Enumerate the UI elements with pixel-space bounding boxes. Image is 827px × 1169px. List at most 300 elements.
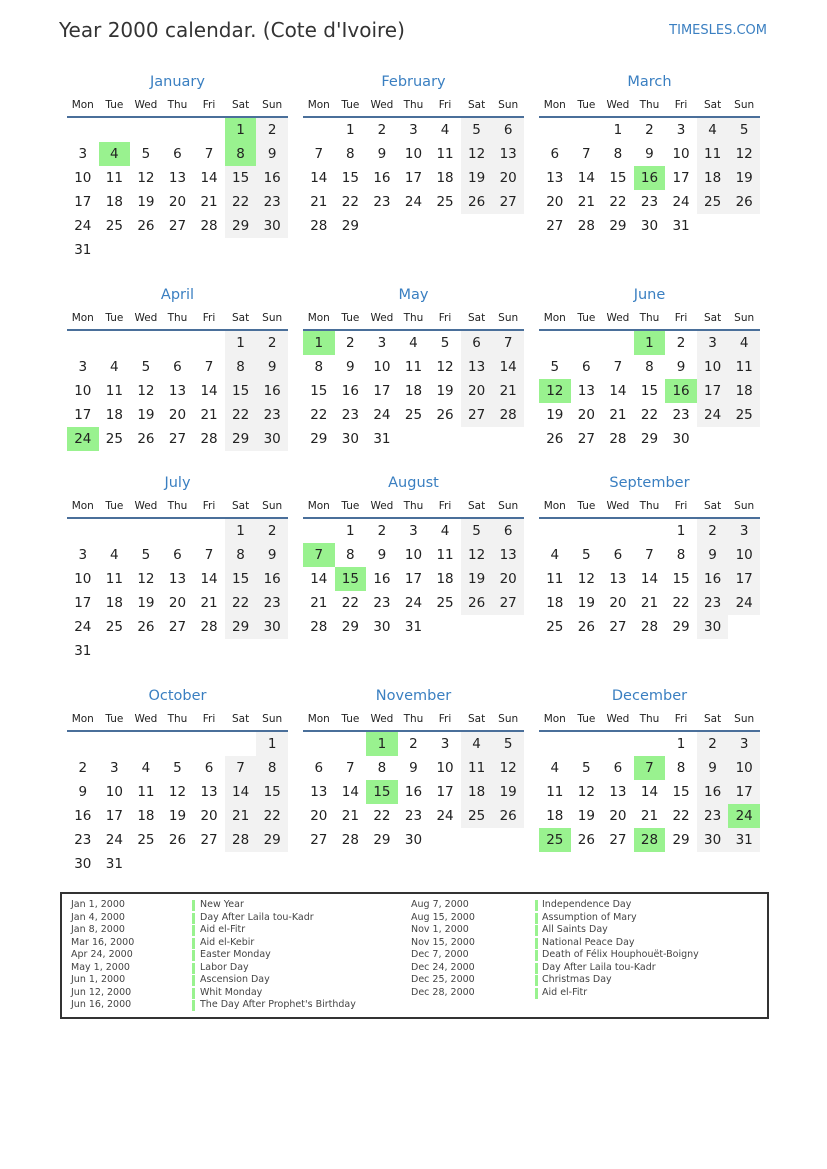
holiday-day-cell[interactable]: 1: [225, 118, 257, 142]
day-cell[interactable]: 14: [577, 170, 595, 186]
day-cell[interactable]: 12: [461, 543, 493, 567]
day-cell[interactable]: 8: [225, 355, 257, 379]
day-cell[interactable]: 11: [436, 547, 454, 563]
day-cell[interactable]: 23: [640, 194, 659, 210]
day-cell[interactable]: 1: [256, 732, 288, 756]
day-cell[interactable]: 24: [404, 194, 423, 210]
day-cell[interactable]: 12: [728, 142, 760, 166]
day-cell[interactable]: 14: [200, 383, 218, 399]
day-cell[interactable]: 3: [697, 331, 729, 355]
day-cell[interactable]: 30: [373, 619, 391, 635]
day-cell[interactable]: 2: [377, 122, 387, 138]
day-cell[interactable]: 25: [461, 804, 493, 828]
day-cell[interactable]: 22: [640, 407, 659, 423]
day-cell[interactable]: 13: [609, 571, 627, 587]
day-cell[interactable]: 3: [377, 335, 387, 351]
day-cell[interactable]: 6: [492, 118, 524, 142]
brand-link[interactable]: TIMESLES.COM: [669, 23, 767, 38]
day-cell[interactable]: 15: [256, 780, 288, 804]
day-cell[interactable]: 30: [697, 828, 729, 852]
day-cell[interactable]: 28: [341, 832, 359, 848]
day-cell[interactable]: 28: [200, 218, 218, 234]
day-cell[interactable]: 3: [78, 547, 88, 563]
day-cell[interactable]: 2: [645, 122, 654, 138]
day-cell[interactable]: 26: [546, 431, 564, 447]
day-cell[interactable]: 16: [256, 567, 288, 591]
day-cell[interactable]: 26: [461, 190, 493, 214]
day-cell[interactable]: 9: [697, 756, 729, 780]
day-cell[interactable]: 6: [613, 547, 623, 563]
day-cell[interactable]: 20: [577, 407, 595, 423]
day-cell[interactable]: 28: [640, 619, 659, 635]
day-cell[interactable]: 3: [728, 519, 760, 543]
day-cell[interactable]: 7: [225, 756, 257, 780]
day-cell[interactable]: 18: [436, 170, 454, 186]
day-cell[interactable]: 26: [461, 591, 493, 615]
day-cell[interactable]: 12: [137, 571, 155, 587]
day-cell[interactable]: 9: [377, 146, 387, 162]
day-cell[interactable]: 12: [577, 784, 595, 800]
day-cell[interactable]: 24: [672, 194, 690, 210]
day-cell[interactable]: 22: [225, 403, 257, 427]
holiday-day-cell[interactable]: 15: [335, 567, 367, 591]
day-cell[interactable]: 31: [728, 828, 760, 852]
holiday-day-cell[interactable]: 25: [539, 828, 571, 852]
day-cell[interactable]: 31: [74, 242, 92, 258]
day-cell[interactable]: 3: [676, 122, 686, 138]
day-cell[interactable]: 12: [137, 383, 155, 399]
day-cell[interactable]: 27: [492, 591, 524, 615]
day-cell[interactable]: 5: [550, 359, 560, 375]
day-cell[interactable]: 2: [256, 331, 288, 355]
day-cell[interactable]: 26: [436, 407, 454, 423]
day-cell[interactable]: 30: [640, 218, 659, 234]
day-cell[interactable]: 9: [697, 543, 729, 567]
day-cell[interactable]: 14: [310, 170, 328, 186]
day-cell[interactable]: 14: [310, 571, 328, 587]
day-cell[interactable]: 18: [697, 166, 729, 190]
day-cell[interactable]: 13: [200, 784, 218, 800]
day-cell[interactable]: 1: [676, 736, 686, 752]
day-cell[interactable]: 15: [672, 571, 690, 587]
day-cell[interactable]: 24: [74, 619, 92, 635]
day-cell[interactable]: 25: [105, 619, 123, 635]
day-cell[interactable]: 27: [310, 832, 328, 848]
day-cell[interactable]: 14: [225, 780, 257, 804]
day-cell[interactable]: 8: [346, 146, 355, 162]
day-cell[interactable]: 16: [373, 170, 391, 186]
day-cell[interactable]: 26: [168, 832, 187, 848]
day-cell[interactable]: 11: [404, 359, 423, 375]
day-cell[interactable]: 20: [310, 808, 328, 824]
day-cell[interactable]: 2: [256, 519, 288, 543]
day-cell[interactable]: 16: [404, 784, 423, 800]
day-cell[interactable]: 11: [105, 170, 123, 186]
day-cell[interactable]: 30: [256, 427, 288, 451]
day-cell[interactable]: 5: [461, 519, 493, 543]
day-cell[interactable]: 29: [341, 218, 359, 234]
day-cell[interactable]: 5: [141, 146, 151, 162]
day-cell[interactable]: 31: [373, 431, 391, 447]
day-cell[interactable]: 16: [74, 808, 92, 824]
day-cell[interactable]: 24: [728, 591, 760, 615]
day-cell[interactable]: 20: [168, 407, 187, 423]
day-cell[interactable]: 24: [697, 403, 729, 427]
day-cell[interactable]: 24: [373, 407, 391, 423]
day-cell[interactable]: 29: [225, 427, 257, 451]
day-cell[interactable]: 9: [645, 146, 654, 162]
day-cell[interactable]: 11: [546, 571, 564, 587]
day-cell[interactable]: 7: [613, 359, 623, 375]
day-cell[interactable]: 18: [404, 383, 423, 399]
day-cell[interactable]: 27: [168, 431, 187, 447]
day-cell[interactable]: 13: [609, 784, 627, 800]
day-cell[interactable]: 28: [492, 403, 524, 427]
day-cell[interactable]: 6: [582, 359, 591, 375]
day-cell[interactable]: 13: [168, 170, 187, 186]
day-cell[interactable]: 8: [645, 359, 654, 375]
day-cell[interactable]: 3: [78, 146, 88, 162]
day-cell[interactable]: 21: [310, 595, 328, 611]
day-cell[interactable]: 22: [373, 808, 391, 824]
day-cell[interactable]: 22: [672, 808, 690, 824]
day-cell[interactable]: 4: [141, 760, 151, 776]
day-cell[interactable]: 8: [676, 760, 686, 776]
day-cell[interactable]: 15: [341, 170, 359, 186]
day-cell[interactable]: 14: [609, 383, 627, 399]
day-cell[interactable]: 22: [609, 194, 627, 210]
day-cell[interactable]: 13: [577, 383, 595, 399]
day-cell[interactable]: 19: [461, 166, 493, 190]
day-cell[interactable]: 10: [74, 571, 92, 587]
day-cell[interactable]: 4: [409, 335, 418, 351]
day-cell[interactable]: 29: [225, 615, 257, 639]
day-cell[interactable]: 18: [436, 571, 454, 587]
day-cell[interactable]: 30: [341, 431, 359, 447]
day-cell[interactable]: 9: [346, 359, 355, 375]
day-cell[interactable]: 6: [204, 760, 214, 776]
day-cell[interactable]: 29: [256, 828, 288, 852]
day-cell[interactable]: 18: [546, 595, 564, 611]
day-cell[interactable]: 1: [676, 523, 686, 539]
day-cell[interactable]: 29: [341, 619, 359, 635]
day-cell[interactable]: 16: [697, 567, 729, 591]
day-cell[interactable]: 5: [461, 118, 493, 142]
day-cell[interactable]: 25: [436, 595, 454, 611]
day-cell[interactable]: 7: [204, 146, 214, 162]
day-cell[interactable]: 12: [461, 142, 493, 166]
day-cell[interactable]: 29: [672, 832, 690, 848]
day-cell[interactable]: 17: [728, 780, 760, 804]
day-cell[interactable]: 1: [225, 331, 257, 355]
day-cell[interactable]: 4: [110, 547, 119, 563]
day-cell[interactable]: 26: [577, 619, 595, 635]
day-cell[interactable]: 17: [436, 784, 454, 800]
day-cell[interactable]: 14: [200, 170, 218, 186]
day-cell[interactable]: 28: [200, 619, 218, 635]
day-cell[interactable]: 21: [310, 194, 328, 210]
day-cell[interactable]: 13: [546, 170, 564, 186]
day-cell[interactable]: 21: [492, 379, 524, 403]
day-cell[interactable]: 8: [225, 543, 257, 567]
day-cell[interactable]: 20: [492, 166, 524, 190]
holiday-day-cell[interactable]: 15: [366, 780, 398, 804]
day-cell[interactable]: 11: [728, 355, 760, 379]
day-cell[interactable]: 13: [492, 142, 524, 166]
day-cell[interactable]: 10: [436, 760, 454, 776]
day-cell[interactable]: 8: [314, 359, 324, 375]
day-cell[interactable]: 14: [341, 784, 359, 800]
day-cell[interactable]: 3: [78, 359, 88, 375]
day-cell[interactable]: 29: [310, 431, 328, 447]
day-cell[interactable]: 22: [310, 407, 328, 423]
day-cell[interactable]: 19: [461, 567, 493, 591]
holiday-day-cell[interactable]: 16: [634, 166, 666, 190]
day-cell[interactable]: 2: [409, 736, 418, 752]
day-cell[interactable]: 11: [436, 146, 454, 162]
day-cell[interactable]: 22: [341, 595, 359, 611]
day-cell[interactable]: 24: [105, 832, 123, 848]
day-cell[interactable]: 27: [609, 619, 627, 635]
day-cell[interactable]: 20: [461, 379, 493, 403]
holiday-day-cell[interactable]: 24: [67, 427, 99, 451]
day-cell[interactable]: 27: [609, 832, 627, 848]
day-cell[interactable]: 19: [728, 166, 760, 190]
day-cell[interactable]: 15: [310, 383, 328, 399]
day-cell[interactable]: 23: [373, 194, 391, 210]
day-cell[interactable]: 30: [256, 615, 288, 639]
day-cell[interactable]: 23: [672, 407, 690, 423]
day-cell[interactable]: 24: [404, 595, 423, 611]
day-cell[interactable]: 3: [110, 760, 119, 776]
day-cell[interactable]: 9: [78, 784, 88, 800]
day-cell[interactable]: 15: [609, 170, 627, 186]
day-cell[interactable]: 4: [550, 760, 560, 776]
day-cell[interactable]: 7: [346, 760, 355, 776]
day-cell[interactable]: 19: [546, 407, 564, 423]
day-cell[interactable]: 2: [377, 523, 387, 539]
day-cell[interactable]: 1: [346, 523, 355, 539]
day-cell[interactable]: 21: [577, 194, 595, 210]
day-cell[interactable]: 15: [225, 166, 257, 190]
day-cell[interactable]: 27: [577, 431, 595, 447]
day-cell[interactable]: 19: [168, 808, 187, 824]
day-cell[interactable]: 10: [728, 543, 760, 567]
holiday-day-cell[interactable]: 1: [303, 331, 335, 355]
day-cell[interactable]: 4: [550, 547, 560, 563]
day-cell[interactable]: 29: [640, 431, 659, 447]
day-cell[interactable]: 12: [492, 756, 524, 780]
day-cell[interactable]: 19: [577, 808, 595, 824]
day-cell[interactable]: 18: [137, 808, 155, 824]
day-cell[interactable]: 29: [373, 832, 391, 848]
day-cell[interactable]: 26: [728, 190, 760, 214]
day-cell[interactable]: 29: [225, 214, 257, 238]
day-cell[interactable]: 17: [74, 407, 92, 423]
day-cell[interactable]: 26: [137, 218, 155, 234]
day-cell[interactable]: 16: [256, 166, 288, 190]
day-cell[interactable]: 23: [74, 832, 92, 848]
day-cell[interactable]: 8: [346, 547, 355, 563]
day-cell[interactable]: 1: [346, 122, 355, 138]
day-cell[interactable]: 8: [613, 146, 623, 162]
holiday-day-cell[interactable]: 7: [303, 543, 335, 567]
day-cell[interactable]: 11: [697, 142, 729, 166]
day-cell[interactable]: 21: [200, 194, 218, 210]
day-cell[interactable]: 6: [314, 760, 324, 776]
day-cell[interactable]: 13: [461, 355, 493, 379]
day-cell[interactable]: 2: [78, 760, 88, 776]
day-cell[interactable]: 11: [546, 784, 564, 800]
day-cell[interactable]: 23: [404, 808, 423, 824]
day-cell[interactable]: 7: [204, 547, 214, 563]
holiday-day-cell[interactable]: 28: [634, 828, 666, 852]
day-cell[interactable]: 2: [256, 118, 288, 142]
day-cell[interactable]: 20: [609, 595, 627, 611]
day-cell[interactable]: 9: [256, 142, 288, 166]
day-cell[interactable]: 17: [728, 567, 760, 591]
day-cell[interactable]: 5: [728, 118, 760, 142]
day-cell[interactable]: 26: [137, 431, 155, 447]
day-cell[interactable]: 31: [105, 856, 123, 872]
day-cell[interactable]: 2: [676, 335, 686, 351]
day-cell[interactable]: 6: [550, 146, 560, 162]
day-cell[interactable]: 21: [200, 407, 218, 423]
day-cell[interactable]: 4: [440, 523, 450, 539]
day-cell[interactable]: 2: [697, 519, 729, 543]
day-cell[interactable]: 28: [225, 828, 257, 852]
day-cell[interactable]: 25: [105, 431, 123, 447]
day-cell[interactable]: 28: [609, 431, 627, 447]
day-cell[interactable]: 29: [609, 218, 627, 234]
day-cell[interactable]: 17: [672, 170, 690, 186]
day-cell[interactable]: 21: [640, 595, 659, 611]
day-cell[interactable]: 20: [492, 567, 524, 591]
day-cell[interactable]: 28: [577, 218, 595, 234]
day-cell[interactable]: 25: [137, 832, 155, 848]
day-cell[interactable]: 5: [440, 335, 450, 351]
day-cell[interactable]: 7: [204, 359, 214, 375]
day-cell[interactable]: 21: [341, 808, 359, 824]
day-cell[interactable]: 3: [409, 523, 418, 539]
day-cell[interactable]: 7: [645, 547, 654, 563]
day-cell[interactable]: 9: [676, 359, 686, 375]
day-cell[interactable]: 5: [141, 547, 151, 563]
day-cell[interactable]: 30: [74, 856, 92, 872]
day-cell[interactable]: 20: [200, 808, 218, 824]
day-cell[interactable]: 14: [200, 571, 218, 587]
day-cell[interactable]: 13: [168, 571, 187, 587]
day-cell[interactable]: 19: [137, 407, 155, 423]
day-cell[interactable]: 23: [256, 190, 288, 214]
day-cell[interactable]: 31: [74, 643, 92, 659]
day-cell[interactable]: 6: [461, 331, 493, 355]
day-cell[interactable]: 17: [74, 194, 92, 210]
day-cell[interactable]: 17: [404, 170, 423, 186]
day-cell[interactable]: 20: [546, 194, 564, 210]
day-cell[interactable]: 18: [105, 194, 123, 210]
day-cell[interactable]: 4: [461, 732, 493, 756]
day-cell[interactable]: 30: [404, 832, 423, 848]
day-cell[interactable]: 25: [697, 190, 729, 214]
day-cell[interactable]: 12: [436, 359, 454, 375]
day-cell[interactable]: 4: [110, 359, 119, 375]
day-cell[interactable]: 10: [697, 355, 729, 379]
day-cell[interactable]: 21: [640, 808, 659, 824]
day-cell[interactable]: 31: [672, 218, 690, 234]
day-cell[interactable]: 11: [105, 383, 123, 399]
day-cell[interactable]: 28: [310, 619, 328, 635]
day-cell[interactable]: 15: [640, 383, 659, 399]
day-cell[interactable]: 23: [341, 407, 359, 423]
day-cell[interactable]: 13: [168, 383, 187, 399]
day-cell[interactable]: 6: [173, 359, 182, 375]
day-cell[interactable]: 30: [672, 431, 690, 447]
day-cell[interactable]: 10: [74, 383, 92, 399]
day-cell[interactable]: 10: [404, 146, 423, 162]
day-cell[interactable]: 31: [404, 619, 423, 635]
day-cell[interactable]: 22: [225, 591, 257, 615]
day-cell[interactable]: 12: [137, 170, 155, 186]
day-cell[interactable]: 20: [168, 194, 187, 210]
day-cell[interactable]: 24: [436, 808, 454, 824]
day-cell[interactable]: 18: [105, 595, 123, 611]
day-cell[interactable]: 26: [577, 832, 595, 848]
holiday-day-cell[interactable]: 12: [539, 379, 571, 403]
day-cell[interactable]: 25: [546, 619, 564, 635]
day-cell[interactable]: 19: [577, 595, 595, 611]
day-cell[interactable]: 16: [341, 383, 359, 399]
day-cell[interactable]: 15: [225, 567, 257, 591]
day-cell[interactable]: 3: [409, 122, 418, 138]
day-cell[interactable]: 27: [200, 832, 218, 848]
day-cell[interactable]: 8: [676, 547, 686, 563]
day-cell[interactable]: 9: [256, 543, 288, 567]
day-cell[interactable]: 27: [492, 190, 524, 214]
day-cell[interactable]: 23: [256, 591, 288, 615]
day-cell[interactable]: 14: [640, 571, 659, 587]
day-cell[interactable]: 26: [492, 804, 524, 828]
day-cell[interactable]: 19: [492, 780, 524, 804]
day-cell[interactable]: 13: [492, 543, 524, 567]
day-cell[interactable]: 4: [697, 118, 729, 142]
day-cell[interactable]: 22: [672, 595, 690, 611]
day-cell[interactable]: 7: [492, 331, 524, 355]
day-cell[interactable]: 17: [74, 595, 92, 611]
day-cell[interactable]: 21: [200, 595, 218, 611]
day-cell[interactable]: 17: [105, 808, 123, 824]
day-cell[interactable]: 22: [256, 804, 288, 828]
day-cell[interactable]: 25: [436, 194, 454, 210]
day-cell[interactable]: 16: [373, 571, 391, 587]
day-cell[interactable]: 5: [492, 732, 524, 756]
day-cell[interactable]: 10: [672, 146, 690, 162]
day-cell[interactable]: 4: [728, 331, 760, 355]
day-cell[interactable]: 22: [225, 190, 257, 214]
day-cell[interactable]: 1: [613, 122, 623, 138]
day-cell[interactable]: 18: [461, 780, 493, 804]
day-cell[interactable]: 4: [440, 122, 450, 138]
day-cell[interactable]: 6: [173, 146, 182, 162]
holiday-day-cell[interactable]: 1: [366, 732, 398, 756]
day-cell[interactable]: 21: [609, 407, 627, 423]
day-cell[interactable]: 6: [613, 760, 623, 776]
day-cell[interactable]: 12: [577, 571, 595, 587]
day-cell[interactable]: 16: [256, 379, 288, 403]
holiday-day-cell[interactable]: 7: [634, 756, 666, 780]
day-cell[interactable]: 25: [728, 403, 760, 427]
holiday-day-cell[interactable]: 24: [728, 804, 760, 828]
